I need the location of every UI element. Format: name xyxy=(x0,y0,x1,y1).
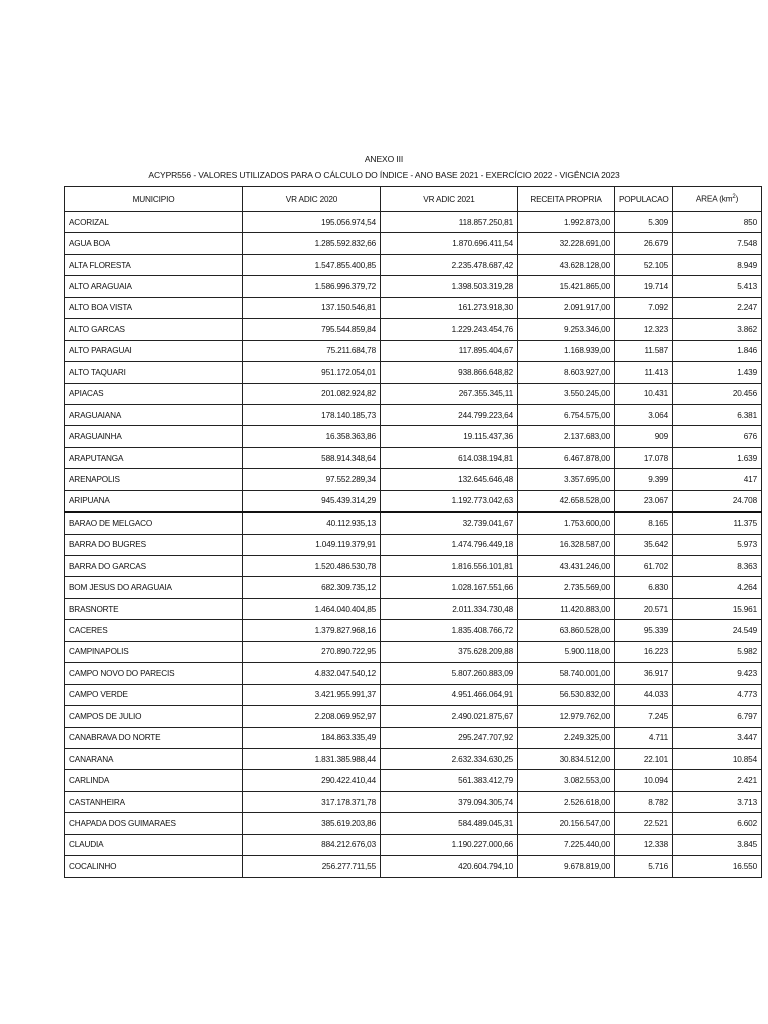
cell-vr-adic-2021: 1.192.773.042,63 xyxy=(381,490,518,512)
cell-municipio: BARRA DO BUGRES xyxy=(65,534,243,555)
cell-populacao: 95.339 xyxy=(615,620,673,641)
table-row xyxy=(65,663,762,684)
cell-populacao: 7.092 xyxy=(615,297,673,318)
cell-vr-adic-2021: 2.632.334.630,25 xyxy=(381,748,518,769)
cell-populacao: 12.338 xyxy=(615,834,673,855)
cell-area: 3.845 xyxy=(673,834,762,855)
cell-area: 6.602 xyxy=(673,813,762,834)
cell-municipio: CACERES xyxy=(65,620,243,641)
cell-vr-adic-2021: 1.229.243.454,76 xyxy=(381,319,518,340)
cell-municipio: ALTA FLORESTA xyxy=(65,254,243,275)
cell-vr-adic-2021: 938.866.648,82 xyxy=(381,362,518,383)
cell-populacao: 909 xyxy=(615,426,673,447)
cell-municipio: CAMPINAPOLIS xyxy=(65,641,243,662)
table-row xyxy=(65,856,762,877)
cell-municipio: CANARANA xyxy=(65,748,243,769)
cell-municipio: CARLINDA xyxy=(65,770,243,791)
cell-receita-propria: 1.168.939,00 xyxy=(518,340,615,361)
cell-vr-adic-2020: 40.112.935,13 xyxy=(243,512,381,534)
cell-vr-adic-2020: 75.211.684,78 xyxy=(243,340,381,361)
cell-populacao: 61.702 xyxy=(615,556,673,577)
column-header-area xyxy=(673,187,762,212)
cell-vr-adic-2021: 118.857.250,81 xyxy=(381,212,518,233)
cell-municipio: ALTO TAQUARI xyxy=(65,362,243,383)
cell-area: 3.713 xyxy=(673,791,762,812)
table-row xyxy=(65,233,762,254)
cell-vr-adic-2020: 1.547.855.400,85 xyxy=(243,254,381,275)
document-subtitle: ACYPR556 - VALORES UTILIZADOS PARA O CÁLCULO DO ÍNDICE - ANO BASE 2021 - EXERCÍCIO 2022 - VIGÊNCIA 2023 xyxy=(148,170,620,180)
table-row xyxy=(65,276,762,297)
cell-vr-adic-2021: 161.273.918,30 xyxy=(381,297,518,318)
table-row xyxy=(65,534,762,555)
cell-receita-propria: 2.526.618,00 xyxy=(518,791,615,812)
cell-area: 5.413 xyxy=(673,276,762,297)
cell-vr-adic-2020: 1.285.592.832,66 xyxy=(243,233,381,254)
cell-populacao: 17.078 xyxy=(615,447,673,468)
cell-receita-propria: 30.834.512,00 xyxy=(518,748,615,769)
cell-receita-propria: 6.754.575,00 xyxy=(518,404,615,425)
cell-vr-adic-2020: 184.863.335,49 xyxy=(243,727,381,748)
cell-receita-propria: 63.860.528,00 xyxy=(518,620,615,641)
cell-area: 850 xyxy=(673,212,762,233)
cell-area: 1.639 xyxy=(673,447,762,468)
cell-vr-adic-2021: 244.799.223,64 xyxy=(381,404,518,425)
table-row xyxy=(65,577,762,598)
cell-municipio: AGUA BOA xyxy=(65,233,243,254)
cell-populacao: 6.830 xyxy=(615,577,673,598)
cell-vr-adic-2021: 2.490.021.875,67 xyxy=(381,706,518,727)
cell-receita-propria: 2.137.683,00 xyxy=(518,426,615,447)
cell-receita-propria: 2.249.325,00 xyxy=(518,727,615,748)
cell-vr-adic-2021: 5.807.260.883,09 xyxy=(381,663,518,684)
cell-vr-adic-2020: 178.140.185,73 xyxy=(243,404,381,425)
cell-vr-adic-2020: 290.422.410,44 xyxy=(243,770,381,791)
cell-vr-adic-2020: 1.379.827.968,16 xyxy=(243,620,381,641)
cell-vr-adic-2020: 256.277.711,55 xyxy=(243,856,381,877)
cell-vr-adic-2020: 795.544.859,84 xyxy=(243,319,381,340)
cell-vr-adic-2021: 584.489.045,31 xyxy=(381,813,518,834)
table-row xyxy=(65,684,762,705)
cell-receita-propria: 15.421.865,00 xyxy=(518,276,615,297)
table-row xyxy=(65,556,762,577)
cell-populacao: 11.413 xyxy=(615,362,673,383)
cell-vr-adic-2021: 420.604.794,10 xyxy=(381,856,518,877)
cell-vr-adic-2021: 614.038.194,81 xyxy=(381,447,518,468)
cell-area: 3.447 xyxy=(673,727,762,748)
cell-vr-adic-2020: 1.520.486.530,78 xyxy=(243,556,381,577)
cell-area: 9.423 xyxy=(673,663,762,684)
cell-municipio: CAMPOS DE JULIO xyxy=(65,706,243,727)
table-row xyxy=(65,362,762,383)
cell-municipio: APIACAS xyxy=(65,383,243,404)
cell-vr-adic-2020: 945.439.314,29 xyxy=(243,490,381,512)
cell-receita-propria: 1.992.873,00 xyxy=(518,212,615,233)
cell-vr-adic-2020: 317.178.371,78 xyxy=(243,791,381,812)
cell-receita-propria: 12.979.762,00 xyxy=(518,706,615,727)
cell-vr-adic-2021: 1.190.227.000,66 xyxy=(381,834,518,855)
cell-populacao: 36.917 xyxy=(615,663,673,684)
cell-receita-propria: 2.735.569,00 xyxy=(518,577,615,598)
values-table xyxy=(64,186,762,878)
cell-vr-adic-2020: 1.831.385.988,44 xyxy=(243,748,381,769)
cell-municipio: CANABRAVA DO NORTE xyxy=(65,727,243,748)
cell-receita-propria: 9.678.819,00 xyxy=(518,856,615,877)
cell-vr-adic-2021: 19.115.437,36 xyxy=(381,426,518,447)
area-unit-superscript: 2 xyxy=(732,194,736,201)
cell-area: 5.973 xyxy=(673,534,762,555)
table-row xyxy=(65,383,762,404)
table-row xyxy=(65,834,762,855)
cell-area: 16.550 xyxy=(673,856,762,877)
cell-vr-adic-2020: 951.172.054,01 xyxy=(243,362,381,383)
cell-vr-adic-2020: 1.464.040.404,85 xyxy=(243,598,381,619)
cell-populacao: 11.587 xyxy=(615,340,673,361)
cell-populacao: 10.431 xyxy=(615,383,673,404)
cell-municipio: BARRA DO GARCAS xyxy=(65,556,243,577)
cell-receita-propria: 42.658.528,00 xyxy=(518,490,615,512)
cell-vr-adic-2020: 2.208.069.952,97 xyxy=(243,706,381,727)
cell-area: 6.381 xyxy=(673,404,762,425)
cell-municipio: ARAGUAIANA xyxy=(65,404,243,425)
cell-receita-propria: 6.467.878,00 xyxy=(518,447,615,468)
cell-area: 6.797 xyxy=(673,706,762,727)
cell-area: 676 xyxy=(673,426,762,447)
cell-vr-adic-2021: 32.739.041,67 xyxy=(381,512,518,534)
cell-area: 1.439 xyxy=(673,362,762,383)
cell-populacao: 10.094 xyxy=(615,770,673,791)
cell-vr-adic-2021: 1.816.556.101,81 xyxy=(381,556,518,577)
cell-vr-adic-2020: 884.212.676,03 xyxy=(243,834,381,855)
table-row xyxy=(65,297,762,318)
cell-municipio: ALTO ARAGUAIA xyxy=(65,276,243,297)
cell-municipio: ARAPUTANGA xyxy=(65,447,243,468)
table-row xyxy=(65,319,762,340)
cell-area: 10.854 xyxy=(673,748,762,769)
cell-vr-adic-2021: 4.951.466.064,91 xyxy=(381,684,518,705)
cell-vr-adic-2020: 1.049.119.379,91 xyxy=(243,534,381,555)
cell-receita-propria: 16.328.587,00 xyxy=(518,534,615,555)
cell-populacao: 23.067 xyxy=(615,490,673,512)
cell-vr-adic-2020: 4.832.047.540,12 xyxy=(243,663,381,684)
table-row xyxy=(65,404,762,425)
cell-vr-adic-2020: 682.309.735,12 xyxy=(243,577,381,598)
cell-area: 20.456 xyxy=(673,383,762,404)
annex-title: ANEXO III xyxy=(364,154,404,164)
cell-receita-propria: 3.550.245,00 xyxy=(518,383,615,404)
table-row xyxy=(65,727,762,748)
table-row xyxy=(65,490,762,512)
cell-populacao: 20.571 xyxy=(615,598,673,619)
cell-vr-adic-2021: 1.870.696.411,54 xyxy=(381,233,518,254)
cell-vr-adic-2021: 1.474.796.449,18 xyxy=(381,534,518,555)
cell-receita-propria: 5.900.118,00 xyxy=(518,641,615,662)
column-header-vr-adic-2020: VR ADIC 2020 xyxy=(243,187,381,212)
table-row xyxy=(65,254,762,275)
cell-area: 1.846 xyxy=(673,340,762,361)
table-header-row xyxy=(65,187,762,212)
cell-populacao: 7.245 xyxy=(615,706,673,727)
cell-populacao: 22.101 xyxy=(615,748,673,769)
cell-populacao: 16.223 xyxy=(615,641,673,662)
cell-vr-adic-2020: 97.552.289,34 xyxy=(243,469,381,490)
cell-receita-propria: 7.225.440,00 xyxy=(518,834,615,855)
table-row xyxy=(65,706,762,727)
table-row xyxy=(65,598,762,619)
cell-municipio: ALTO BOA VISTA xyxy=(65,297,243,318)
cell-populacao: 19.714 xyxy=(615,276,673,297)
cell-receita-propria: 11.420.883,00 xyxy=(518,598,615,619)
cell-vr-adic-2020: 195.056.974,54 xyxy=(243,212,381,233)
table-row xyxy=(65,340,762,361)
cell-area: 8.363 xyxy=(673,556,762,577)
cell-area: 417 xyxy=(673,469,762,490)
cell-vr-adic-2021: 1.835.408.766,72 xyxy=(381,620,518,641)
cell-municipio: CASTANHEIRA xyxy=(65,791,243,812)
table-row xyxy=(65,426,762,447)
cell-populacao: 22.521 xyxy=(615,813,673,834)
cell-vr-adic-2020: 1.586.996.379,72 xyxy=(243,276,381,297)
column-header-vr-adic-2021: VR ADIC 2021 xyxy=(381,187,518,212)
cell-populacao: 9.399 xyxy=(615,469,673,490)
table-row xyxy=(65,620,762,641)
cell-municipio: BARAO DE MELGACO xyxy=(65,512,243,534)
cell-area: 4.773 xyxy=(673,684,762,705)
cell-area: 3.862 xyxy=(673,319,762,340)
table-row xyxy=(65,791,762,812)
area-label: AREA (km xyxy=(695,194,733,204)
cell-vr-adic-2020: 201.082.924,82 xyxy=(243,383,381,404)
table-row xyxy=(65,748,762,769)
cell-municipio: ARIPUANA xyxy=(65,490,243,512)
cell-vr-adic-2021: 561.383.412,79 xyxy=(381,770,518,791)
cell-municipio: ALTO PARAGUAI xyxy=(65,340,243,361)
cell-municipio: CHAPADA DOS GUIMARAES xyxy=(65,813,243,834)
cell-populacao: 35.642 xyxy=(615,534,673,555)
cell-populacao: 8.165 xyxy=(615,512,673,534)
cell-municipio: BRASNORTE xyxy=(65,598,243,619)
cell-area: 15.961 xyxy=(673,598,762,619)
table-row xyxy=(65,512,762,534)
cell-populacao: 44.033 xyxy=(615,684,673,705)
cell-vr-adic-2021: 267.355.345,11 xyxy=(381,383,518,404)
column-header-populacao: POPULACAO xyxy=(615,187,673,212)
cell-vr-adic-2021: 375.628.209,88 xyxy=(381,641,518,662)
cell-area: 8.949 xyxy=(673,254,762,275)
cell-vr-adic-2021: 1.398.503.319,28 xyxy=(381,276,518,297)
cell-vr-adic-2021: 132.645.646,48 xyxy=(381,469,518,490)
column-header-municipio: MUNICIPIO xyxy=(65,187,243,212)
cell-receita-propria: 3.357.695,00 xyxy=(518,469,615,490)
cell-municipio: ARENAPOLIS xyxy=(65,469,243,490)
cell-vr-adic-2020: 137.150.546,81 xyxy=(243,297,381,318)
cell-vr-adic-2020: 385.619.203,86 xyxy=(243,813,381,834)
cell-area: 2.421 xyxy=(673,770,762,791)
cell-vr-adic-2021: 1.028.167.551,66 xyxy=(381,577,518,598)
column-header-receita-propria: RECEITA PROPRIA xyxy=(518,187,615,212)
cell-vr-adic-2020: 16.358.363,86 xyxy=(243,426,381,447)
table-row xyxy=(65,212,762,233)
cell-municipio: ARAGUAINHA xyxy=(65,426,243,447)
cell-vr-adic-2021: 295.247.707,92 xyxy=(381,727,518,748)
cell-vr-adic-2021: 379.094.305,74 xyxy=(381,791,518,812)
cell-populacao: 8.782 xyxy=(615,791,673,812)
cell-receita-propria: 9.253.346,00 xyxy=(518,319,615,340)
cell-receita-propria: 56.530.832,00 xyxy=(518,684,615,705)
cell-vr-adic-2020: 3.421.955.991,37 xyxy=(243,684,381,705)
cell-area: 24.549 xyxy=(673,620,762,641)
cell-receita-propria: 2.091.917,00 xyxy=(518,297,615,318)
cell-municipio: BOM JESUS DO ARAGUAIA xyxy=(65,577,243,598)
cell-populacao: 5.309 xyxy=(615,212,673,233)
cell-populacao: 12.323 xyxy=(615,319,673,340)
cell-vr-adic-2021: 117.895.404,67 xyxy=(381,340,518,361)
cell-vr-adic-2021: 2.011.334.730,48 xyxy=(381,598,518,619)
cell-receita-propria: 58.740.001,00 xyxy=(518,663,615,684)
cell-receita-propria: 43.431.246,00 xyxy=(518,556,615,577)
cell-area: 7.548 xyxy=(673,233,762,254)
cell-populacao: 26.679 xyxy=(615,233,673,254)
area-label-close: ) xyxy=(735,194,739,204)
cell-area: 11.375 xyxy=(673,512,762,534)
cell-area: 5.982 xyxy=(673,641,762,662)
cell-receita-propria: 1.753.600,00 xyxy=(518,512,615,534)
cell-area: 24.708 xyxy=(673,490,762,512)
table-row xyxy=(65,641,762,662)
table-row xyxy=(65,447,762,468)
cell-populacao: 4.711 xyxy=(615,727,673,748)
cell-populacao: 3.064 xyxy=(615,404,673,425)
cell-receita-propria: 32.228.691,00 xyxy=(518,233,615,254)
cell-municipio: CAMPO VERDE xyxy=(65,684,243,705)
table-row xyxy=(65,813,762,834)
cell-municipio: COCALINHO xyxy=(65,856,243,877)
cell-vr-adic-2020: 588.914.348,64 xyxy=(243,447,381,468)
cell-populacao: 5.716 xyxy=(615,856,673,877)
cell-municipio: ALTO GARCAS xyxy=(65,319,243,340)
cell-area: 2.247 xyxy=(673,297,762,318)
cell-municipio: CLAUDIA xyxy=(65,834,243,855)
cell-receita-propria: 20.156.547,00 xyxy=(518,813,615,834)
cell-receita-propria: 3.082.553,00 xyxy=(518,770,615,791)
cell-populacao: 52.105 xyxy=(615,254,673,275)
cell-municipio: CAMPO NOVO DO PARECIS xyxy=(65,663,243,684)
cell-receita-propria: 8.603.927,00 xyxy=(518,362,615,383)
table-row xyxy=(65,770,762,791)
cell-receita-propria: 43.628.128,00 xyxy=(518,254,615,275)
cell-municipio: ACORIZAL xyxy=(65,212,243,233)
cell-vr-adic-2021: 2.235.478.687,42 xyxy=(381,254,518,275)
table-row xyxy=(65,469,762,490)
cell-vr-adic-2020: 270.890.722,95 xyxy=(243,641,381,662)
cell-area: 4.264 xyxy=(673,577,762,598)
